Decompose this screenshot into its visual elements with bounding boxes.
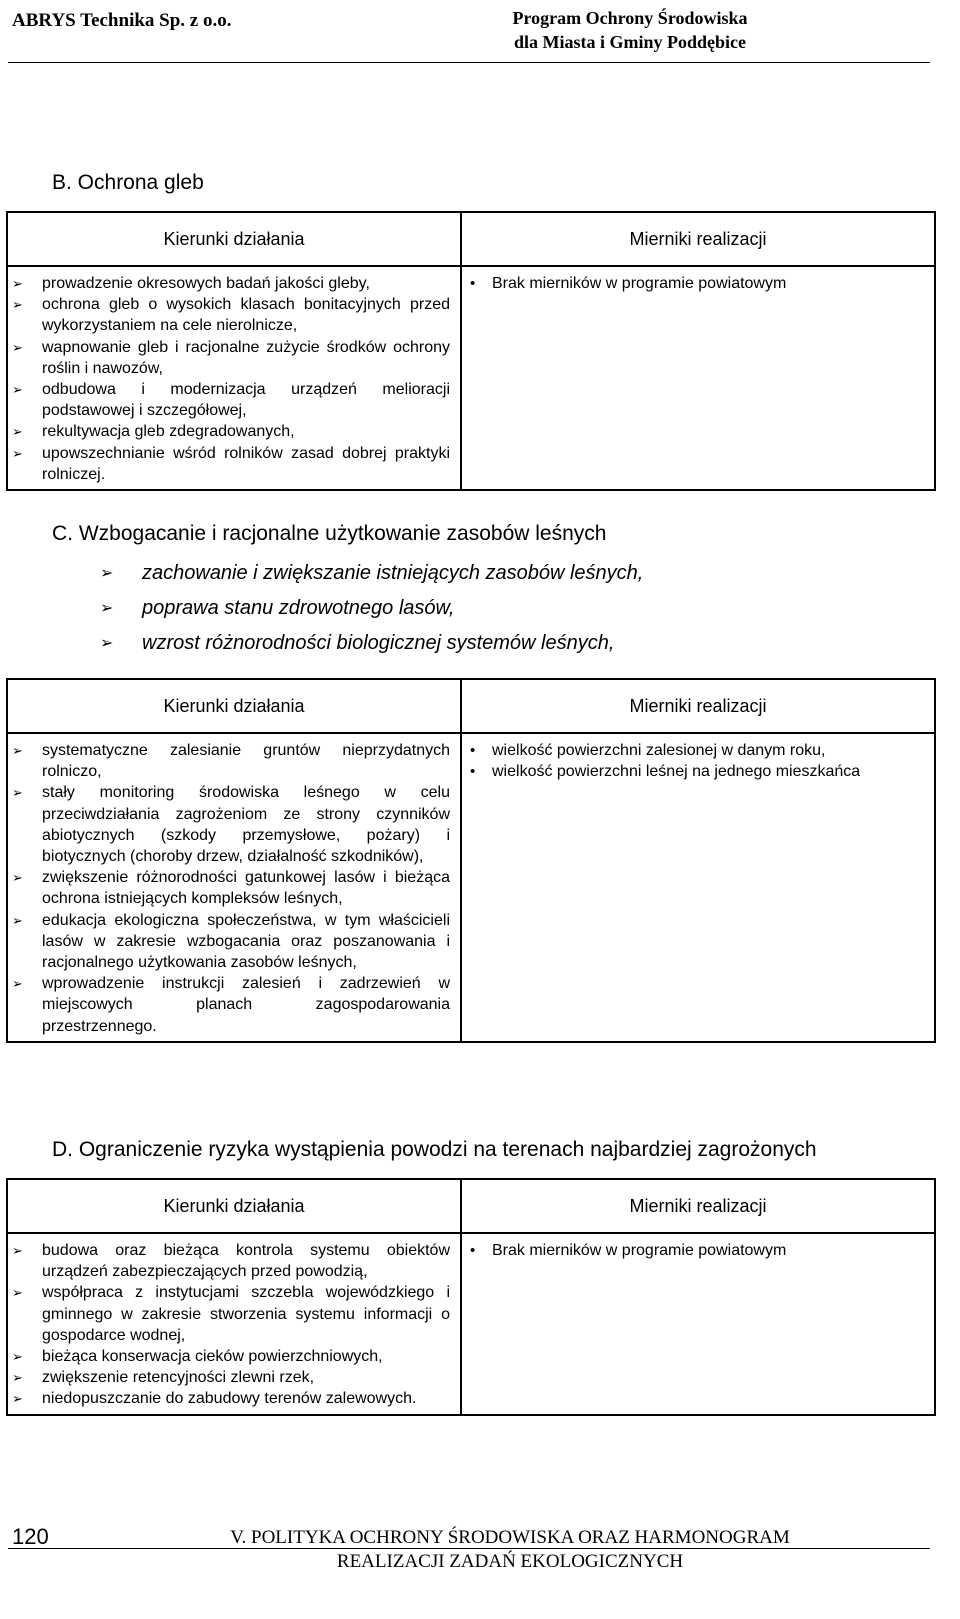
direction-item: ➢ zwiększenie retencyjności zlewni rzek, (8, 1367, 450, 1388)
arrow-bullet-icon: ➢ (12, 785, 23, 801)
direction-item: ➢ niedopuszczanie do zabudowy terenów zalewowych. (8, 1388, 450, 1409)
direction-item: ➢ budowa oraz bieżąca kontrola systemu obiektów urządzeń zabezpieczających przed powodzią, (12, 1242, 450, 1281)
direction-item: ➢ wprowadzenie instrukcji zalesień i zadrzewień w miejscowych planach zagospodarowania przestrzennego. (12, 975, 450, 1035)
goal-item: ➢ wzrost różnorodności biologicznej systemów leśnych, (100, 630, 643, 665)
header-rule (8, 62, 930, 63)
direction-item: ➢ rekultywacja gleb zdegradowanych, (8, 421, 450, 442)
section-d-heading: D. Ograniczenie ryzyka wystąpienia powodzi na terenach najbardziej zagrożonych (52, 1138, 817, 1161)
bullet-dot-icon: • (470, 1242, 476, 1259)
measure-item: • wielkość powierzchni leśnej na jednego mieszkańca (470, 763, 861, 780)
arrow-bullet-icon: ➢ (12, 1285, 23, 1301)
goal-item: ➢ zachowanie i zwiększanie istniejących zasobów leśnych, (100, 560, 643, 595)
chapter-title (140, 1526, 880, 1574)
company-name: ABRYS Technika Sp. z o.o. (12, 10, 232, 31)
direction-item: ➢ prowadzenie okresowych badań jakości gleby, (8, 273, 450, 294)
direction-item: ➢ edukacja ekologiczna społeczeństwa, w tym właścicieli lasów w zakresie wzbogacania oraz poszanowania i racjonalnego użytkowania zasobów leśnych, (12, 911, 450, 972)
program-title (495, 6, 765, 54)
arrow-bullet-icon: ➢ (12, 339, 23, 355)
section-b-body-row (7, 266, 935, 490)
arrow-bullet-icon: ➢ (12, 870, 23, 886)
direction-item: ➢ ochrona gleb o wysokich klasach bonitacyjnych przed wykorzystaniem na cele nierolnicze, (12, 296, 450, 335)
chapter-title-line2: REALIZACJI ZADAŃ EKOLOGICZNYCH (336, 1551, 684, 1572)
section-b-measures-list (462, 267, 934, 298)
section-b-directions-cell (7, 266, 461, 490)
section-c-directions-cell (7, 733, 461, 1042)
section-d-header-row (7, 1179, 935, 1233)
section-d-table (6, 1178, 936, 1416)
measure-item: • Brak mierników w programie powiatowym (470, 275, 787, 292)
arrow-bullet-icon: ➢ (100, 635, 114, 652)
arrow-bullet-icon: ➢ (12, 297, 23, 313)
section-c-col2-header: Mierniki realizacji (461, 679, 935, 733)
section-c-header-row (7, 679, 935, 733)
direction-item: ➢ upowszechnianie wśród rolników zasad dobrej praktyki rolniczej. (12, 444, 450, 483)
section-c-goals-list (100, 560, 643, 665)
section-b-col2-header: Mierniki realizacji (461, 212, 935, 266)
section-c-table (6, 678, 936, 1043)
direction-item: ➢ stały monitoring środowiska leśnego w celu przeciwdziałania zagrożeniom ze strony czynników abiotycznych (szkody przemysłowe, pożary) i biotycznych (choroby drzew, działalność szkodników), (12, 784, 450, 866)
section-b-header-row (7, 212, 935, 266)
section-c-directions-list (8, 734, 460, 1041)
section-c-measures-cell (461, 733, 935, 1042)
bullet-dot-icon: • (470, 742, 476, 759)
section-b-heading: B. Ochrona gleb (52, 171, 204, 194)
section-d-directions-cell (7, 1233, 461, 1415)
section-d-directions-list (8, 1234, 460, 1414)
arrow-bullet-icon: ➢ (12, 976, 23, 992)
section-d-measures-cell (461, 1233, 935, 1415)
section-c-measures-list (462, 734, 934, 786)
section-d-col1-header: Kierunki działania (7, 1179, 461, 1233)
arrow-bullet-icon: ➢ (12, 912, 23, 928)
arrow-bullet-icon: ➢ (100, 565, 114, 582)
chapter-title-line1: V. POLITYKA OCHRONY ŚRODOWISKA ORAZ HARMONOGRAM (230, 1527, 790, 1548)
section-b-table (6, 211, 936, 491)
direction-item: ➢ systematyczne zalesianie gruntów nieprzydatnych rolniczo, (12, 742, 450, 781)
direction-item: ➢ współpraca z instytucjami szczebla wojewódzkiego i gminnego w zakresie stworzenia systemu informacji o gospodarce wodnej, (12, 1284, 450, 1344)
section-d-body-row (7, 1233, 935, 1415)
section-b-measures-cell (461, 266, 935, 490)
arrow-bullet-icon: ➢ (12, 1391, 23, 1407)
arrow-bullet-icon: ➢ (100, 600, 114, 617)
page-number: 120 (12, 1524, 49, 1549)
arrow-bullet-icon: ➢ (12, 276, 23, 291)
section-c-col1-header: Kierunki działania (7, 679, 461, 733)
section-b-directions-list (8, 267, 460, 489)
program-title-line1: Program Ochrony Środowiska (512, 8, 748, 28)
measure-item: • Brak mierników w programie powiatowym (470, 1242, 787, 1259)
direction-item: ➢ bieżąca konserwacja cieków powierzchniowych, (8, 1346, 450, 1367)
section-d-measures-list (462, 1234, 934, 1265)
arrow-bullet-icon: ➢ (12, 1349, 23, 1365)
program-title-line2: dla Miasta i Gminy Poddębice (513, 32, 746, 52)
arrow-bullet-icon: ➢ (12, 382, 23, 398)
measure-item: • wielkość powierzchni zalesionej w danym roku, (470, 742, 826, 759)
arrow-bullet-icon: ➢ (12, 424, 23, 440)
section-c-body-row (7, 733, 935, 1042)
bullet-dot-icon: • (470, 275, 476, 292)
section-d-col2-header: Mierniki realizacji (461, 1179, 935, 1233)
bullet-dot-icon: • (470, 763, 476, 780)
direction-item: ➢ odbudowa i modernizacja urządzeń melioracji podstawowej i szczegółowej, (12, 381, 450, 420)
section-c-heading: C. Wzbogacanie i racjonalne użytkowanie zasobów leśnych (52, 522, 607, 545)
arrow-bullet-icon: ➢ (12, 1243, 23, 1258)
arrow-bullet-icon: ➢ (12, 1370, 23, 1386)
goal-item: ➢ poprawa stanu zdrowotnego lasów, (100, 595, 643, 630)
arrow-bullet-icon: ➢ (12, 445, 23, 461)
direction-item: ➢ wapnowanie gleb i racjonalne zużycie środków ochrony roślin i nawozów, (12, 338, 450, 377)
direction-item: ➢ zwiększenie różnorodności gatunkowej lasów i bieżąca ochrona istniejących kompleksów leśnych, (12, 869, 450, 908)
arrow-bullet-icon: ➢ (12, 743, 23, 758)
section-b-col1-header: Kierunki działania (7, 212, 461, 266)
